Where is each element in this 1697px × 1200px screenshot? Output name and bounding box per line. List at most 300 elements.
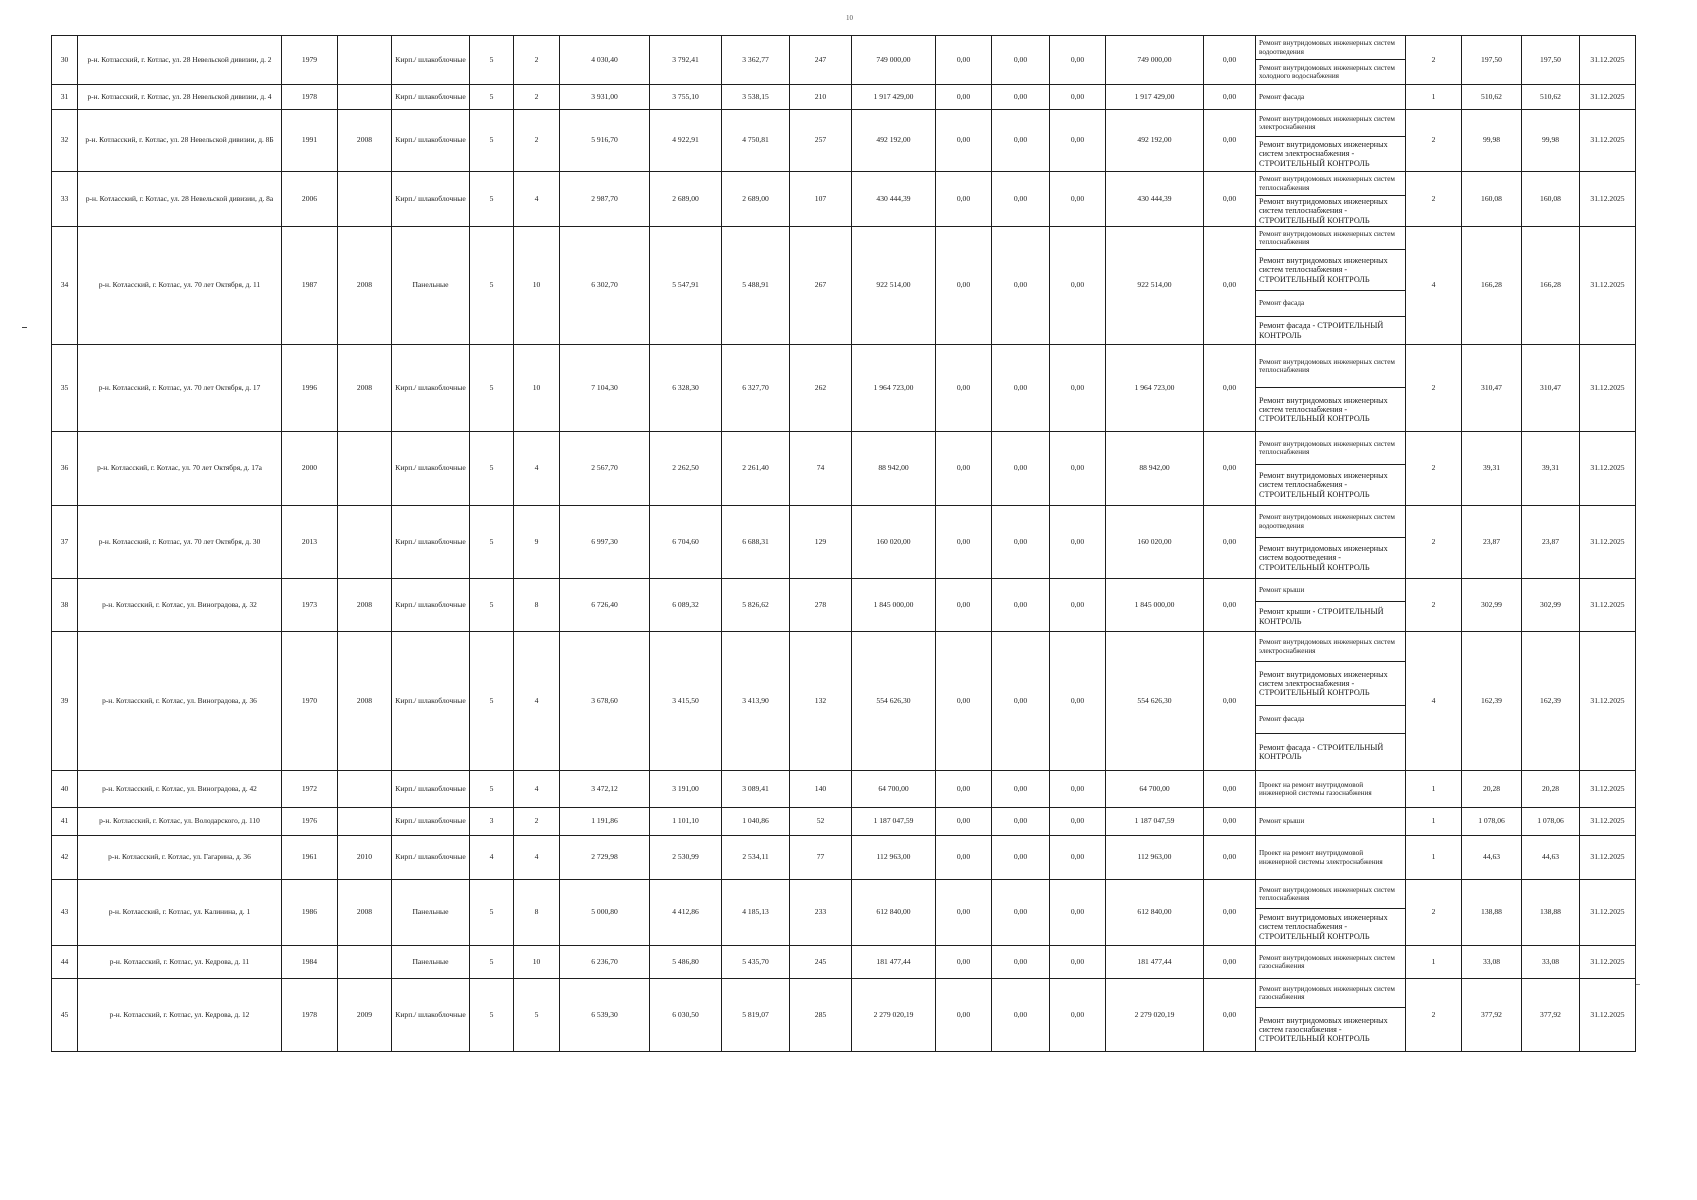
cell-area-living: 3 362,77 <box>722 36 790 85</box>
cell-works <box>1256 979 1406 1052</box>
cell-row-number: 44 <box>52 946 78 979</box>
table-row <box>52 632 1636 771</box>
table-row <box>52 836 1636 880</box>
cell-fund-regional: 0,00 <box>992 227 1050 345</box>
cell-max-cost: 310,47 <box>1522 345 1580 432</box>
cell-works <box>1256 85 1406 110</box>
cell-wall-material: Кирп./ шлакоблочные <box>392 85 470 110</box>
cell-wall-material: Кирп./ шлакоблочные <box>392 36 470 85</box>
cell-cost-total: 1 917 429,00 <box>852 85 936 110</box>
cell-area-premises: 4 412,86 <box>650 880 722 946</box>
cell-row-number: 32 <box>52 110 78 172</box>
cell-cost-total: 430 444,39 <box>852 172 936 227</box>
cell-fund-regional: 0,00 <box>992 579 1050 632</box>
cell-entrances: 9 <box>514 506 560 579</box>
cell-max-cost: 99,98 <box>1522 110 1580 172</box>
work-item: Ремонт внутридомовых инженерных систем водоотведения <box>1256 506 1405 538</box>
cell-cost-total: 1 845 000,00 <box>852 579 936 632</box>
table-row <box>52 946 1636 979</box>
work-item: Ремонт внутридомовых инженерных систем электроснабжения <box>1256 632 1405 662</box>
cell-row-number: 34 <box>52 227 78 345</box>
cell-floors: 5 <box>470 880 514 946</box>
cell-area-living: 2 534,11 <box>722 836 790 880</box>
cell-residents: 285 <box>790 979 852 1052</box>
cell-unit-cost: 302,99 <box>1462 579 1522 632</box>
cell-year-overhaul <box>338 506 392 579</box>
cell-deadline: 31.12.2025 <box>1580 110 1636 172</box>
cell-fund-federal: 0,00 <box>936 432 992 506</box>
cell-unit-cost: 23,87 <box>1462 506 1522 579</box>
cell-fund-regional: 0,00 <box>992 345 1050 432</box>
cell-fund-federal: 0,00 <box>936 506 992 579</box>
cell-year-overhaul <box>338 172 392 227</box>
cell-fund-local: 0,00 <box>1050 227 1106 345</box>
overhaul-register-table <box>51 35 1636 1052</box>
cell-works-count: 2 <box>1406 979 1462 1052</box>
work-item: Ремонт фасада <box>1256 706 1405 734</box>
cell-area-living: 4 185,13 <box>722 880 790 946</box>
cell-unit-cost: 166,28 <box>1462 227 1522 345</box>
cell-unit-cost: 20,28 <box>1462 771 1522 808</box>
work-item: Ремонт крыши - СТРОИТЕЛЬНЫЙ КОНТРОЛЬ <box>1259 607 1384 626</box>
cell-address: р-н. Котласский, г. Котлас, ул. 28 Невельской дивизии, д. 4 <box>78 85 282 110</box>
cell-floors: 5 <box>470 771 514 808</box>
work-item: Ремонт внутридомовых инженерных систем электроснабжения <box>1256 110 1405 137</box>
cell-wall-material: Панельные <box>392 946 470 979</box>
cell-works-count: 2 <box>1406 880 1462 946</box>
cell-fund-federal: 0,00 <box>936 36 992 85</box>
work-item: Ремонт фасада <box>1259 92 1305 101</box>
work-item: Проект на ремонт внутридомовой инженерной системы электроснабжения <box>1259 849 1383 866</box>
cell-residents: 210 <box>790 85 852 110</box>
cell-area-living: 1 040,86 <box>722 808 790 836</box>
table-body <box>52 36 1636 1052</box>
cell-wall-material: Кирп./ шлакоблочные <box>392 979 470 1052</box>
cell-cost-total: 112 963,00 <box>852 836 936 880</box>
cell-floors: 5 <box>470 946 514 979</box>
work-item: Ремонт внутридомовых инженерных систем теплоснабжения <box>1256 880 1405 909</box>
cell-works <box>1256 227 1406 345</box>
cell-works-count: 1 <box>1406 85 1462 110</box>
cell-fund-owners: 88 942,00 <box>1106 432 1204 506</box>
cell-area-living: 5 488,91 <box>722 227 790 345</box>
cell-fund-regional: 0,00 <box>992 979 1050 1052</box>
work-item: Ремонт внутридомовых инженерных систем теплоснабжения - СТРОИТЕЛЬНЫЙ КОНТРОЛЬ <box>1256 250 1405 291</box>
cell-floors: 5 <box>470 506 514 579</box>
cell-unit-cost: 138,88 <box>1462 880 1522 946</box>
cell-row-number: 43 <box>52 880 78 946</box>
cell-row-number: 42 <box>52 836 78 880</box>
cell-year-built: 2000 <box>282 432 338 506</box>
cell-area-living: 3 413,90 <box>722 632 790 771</box>
cell-area-total: 6 236,70 <box>560 946 650 979</box>
cell-year-overhaul: 2008 <box>338 579 392 632</box>
cell-works-count: 1 <box>1406 771 1462 808</box>
cell-entrances: 4 <box>514 771 560 808</box>
cell-deadline: 31.12.2025 <box>1580 808 1636 836</box>
cell-year-built: 1986 <box>282 880 338 946</box>
cell-fund-owners: 430 444,39 <box>1106 172 1204 227</box>
cell-cost-total: 1 187 047,59 <box>852 808 936 836</box>
cell-fund-local: 0,00 <box>1050 172 1106 227</box>
cell-floors: 5 <box>470 979 514 1052</box>
cell-address: р-н. Котласский, г. Котлас, ул. Гагарина, д. 36 <box>78 836 282 880</box>
cell-max-cost: 162,39 <box>1522 632 1580 771</box>
cell-fund-other: 0,00 <box>1204 85 1256 110</box>
cell-fund-local: 0,00 <box>1050 36 1106 85</box>
cell-area-premises: 6 328,30 <box>650 345 722 432</box>
cell-address: р-н. Котласский, г. Котлас, ул. 70 лет Октября, д. 30 <box>78 506 282 579</box>
margin-mark <box>22 327 27 328</box>
cell-works-count: 2 <box>1406 432 1462 506</box>
cell-address: р-н. Котласский, г. Котлас, ул. Виноградова, д. 32 <box>78 579 282 632</box>
cell-fund-regional: 0,00 <box>992 836 1050 880</box>
cell-fund-local: 0,00 <box>1050 979 1106 1052</box>
cell-works-count: 2 <box>1406 506 1462 579</box>
cell-deadline: 31.12.2025 <box>1580 771 1636 808</box>
cell-area-premises: 2 530,99 <box>650 836 722 880</box>
cell-floors: 5 <box>470 227 514 345</box>
cell-max-cost: 23,87 <box>1522 506 1580 579</box>
cell-fund-owners: 1 845 000,00 <box>1106 579 1204 632</box>
cell-area-premises: 3 792,41 <box>650 36 722 85</box>
cell-row-number: 35 <box>52 345 78 432</box>
work-item: Ремонт внутридомовых инженерных систем водоотведения - СТРОИТЕЛЬНЫЙ КОНТРОЛЬ <box>1259 544 1388 572</box>
table-row <box>52 432 1636 506</box>
cell-area-total: 2 567,70 <box>560 432 650 506</box>
cell-deadline: 31.12.2025 <box>1580 579 1636 632</box>
cell-fund-other: 0,00 <box>1204 506 1256 579</box>
cell-year-overhaul <box>338 85 392 110</box>
cell-entrances: 2 <box>514 808 560 836</box>
cell-year-overhaul: 2008 <box>338 632 392 771</box>
cell-fund-owners: 492 192,00 <box>1106 110 1204 172</box>
cell-unit-cost: 33,08 <box>1462 946 1522 979</box>
cell-cost-total: 88 942,00 <box>852 432 936 506</box>
margin-tick <box>1636 984 1640 985</box>
cell-entrances: 4 <box>514 432 560 506</box>
cell-year-built: 1984 <box>282 946 338 979</box>
cell-fund-other: 0,00 <box>1204 432 1256 506</box>
cell-max-cost: 39,31 <box>1522 432 1580 506</box>
cell-fund-owners: 1 964 723,00 <box>1106 345 1204 432</box>
cell-fund-local: 0,00 <box>1050 771 1106 808</box>
cell-fund-regional: 0,00 <box>992 172 1050 227</box>
cell-works <box>1256 579 1406 632</box>
work-item: Ремонт крыши <box>1259 817 1305 826</box>
cell-area-premises: 2 262,50 <box>650 432 722 506</box>
cell-area-premises: 5 486,80 <box>650 946 722 979</box>
cell-fund-local: 0,00 <box>1050 506 1106 579</box>
cell-fund-owners: 1 917 429,00 <box>1106 85 1204 110</box>
cell-wall-material: Кирп./ шлакоблочные <box>392 432 470 506</box>
cell-year-overhaul: 2008 <box>338 227 392 345</box>
cell-year-built: 1978 <box>282 979 338 1052</box>
work-item: Ремонт внутридомовых инженерных систем теплоснабжения - СТРОИТЕЛЬНЫЙ КОНТРОЛЬ <box>1259 471 1388 499</box>
cell-deadline: 31.12.2025 <box>1580 172 1636 227</box>
cell-fund-federal: 0,00 <box>936 632 992 771</box>
cell-wall-material: Кирп./ шлакоблочные <box>392 345 470 432</box>
cell-max-cost: 138,88 <box>1522 880 1580 946</box>
cell-works-count: 1 <box>1406 808 1462 836</box>
cell-wall-material: Панельные <box>392 880 470 946</box>
cell-floors: 5 <box>470 36 514 85</box>
cell-fund-local: 0,00 <box>1050 432 1106 506</box>
cell-cost-total: 554 626,30 <box>852 632 936 771</box>
cell-cost-total: 492 192,00 <box>852 110 936 172</box>
cell-residents: 278 <box>790 579 852 632</box>
cell-residents: 267 <box>790 227 852 345</box>
cell-works <box>1256 345 1406 432</box>
cell-area-total: 3 472,12 <box>560 771 650 808</box>
cell-fund-other: 0,00 <box>1204 771 1256 808</box>
cell-works-count: 4 <box>1406 632 1462 771</box>
cell-fund-regional: 0,00 <box>992 110 1050 172</box>
table-row <box>52 506 1636 579</box>
cell-fund-other: 0,00 <box>1204 836 1256 880</box>
cell-entrances: 2 <box>514 110 560 172</box>
cell-works <box>1256 836 1406 880</box>
cell-deadline: 31.12.2025 <box>1580 227 1636 345</box>
cell-year-overhaul: 2010 <box>338 836 392 880</box>
cell-residents: 129 <box>790 506 852 579</box>
cell-wall-material: Кирп./ шлакоблочные <box>392 506 470 579</box>
cell-max-cost: 510,62 <box>1522 85 1580 110</box>
work-item: Ремонт фасада - СТРОИТЕЛЬНЫЙ КОНТРОЛЬ <box>1259 742 1384 761</box>
table-row <box>52 979 1636 1052</box>
cell-fund-other: 0,00 <box>1204 110 1256 172</box>
cell-floors: 5 <box>470 579 514 632</box>
cell-address: р-н. Котласский, г. Котлас, ул. Кедрова, д. 12 <box>78 979 282 1052</box>
cell-address: р-н. Котласский, г. Котлас, ул. Володарского, д. 110 <box>78 808 282 836</box>
cell-fund-owners: 922 514,00 <box>1106 227 1204 345</box>
cell-residents: 132 <box>790 632 852 771</box>
cell-row-number: 45 <box>52 979 78 1052</box>
cell-entrances: 8 <box>514 880 560 946</box>
cell-fund-regional: 0,00 <box>992 36 1050 85</box>
cell-floors: 5 <box>470 345 514 432</box>
cell-address: р-н. Котласский, г. Котлас, ул. 28 Невельской дивизии, д. 8Б <box>78 110 282 172</box>
cell-row-number: 38 <box>52 579 78 632</box>
cell-row-number: 33 <box>52 172 78 227</box>
cell-floors: 5 <box>470 432 514 506</box>
cell-fund-regional: 0,00 <box>992 808 1050 836</box>
cell-fund-other: 0,00 <box>1204 946 1256 979</box>
cell-works <box>1256 506 1406 579</box>
cell-works <box>1256 110 1406 172</box>
cell-residents: 262 <box>790 345 852 432</box>
cell-fund-other: 0,00 <box>1204 227 1256 345</box>
cell-floors: 4 <box>470 836 514 880</box>
cell-fund-other: 0,00 <box>1204 880 1256 946</box>
cell-fund-owners: 1 187 047,59 <box>1106 808 1204 836</box>
cell-unit-cost: 99,98 <box>1462 110 1522 172</box>
cell-deadline: 31.12.2025 <box>1580 432 1636 506</box>
cell-address: р-н. Котласский, г. Котлас, ул. 70 лет Октября, д. 11 <box>78 227 282 345</box>
cell-works-count: 2 <box>1406 110 1462 172</box>
table-row <box>52 36 1636 85</box>
cell-area-total: 5 916,70 <box>560 110 650 172</box>
cell-unit-cost: 377,92 <box>1462 979 1522 1052</box>
table-row <box>52 345 1636 432</box>
cell-max-cost: 1 078,06 <box>1522 808 1580 836</box>
cell-area-living: 5 826,62 <box>722 579 790 632</box>
cell-year-overhaul <box>338 36 392 85</box>
cell-fund-other: 0,00 <box>1204 172 1256 227</box>
cell-year-overhaul <box>338 946 392 979</box>
table-row <box>52 579 1636 632</box>
cell-cost-total: 160 020,00 <box>852 506 936 579</box>
cell-fund-local: 0,00 <box>1050 110 1106 172</box>
cell-fund-owners: 2 279 020,19 <box>1106 979 1204 1052</box>
cell-address: р-н. Котласский, г. Котлас, ул. Виноградова, д. 36 <box>78 632 282 771</box>
table-row <box>52 808 1636 836</box>
cell-area-premises: 6 089,32 <box>650 579 722 632</box>
cell-entrances: 2 <box>514 36 560 85</box>
cell-cost-total: 612 840,00 <box>852 880 936 946</box>
table-row <box>52 85 1636 110</box>
cell-area-living: 6 327,70 <box>722 345 790 432</box>
cell-fund-regional: 0,00 <box>992 946 1050 979</box>
cell-address: р-н. Котласский, г. Котлас, ул. Калинина, д. 1 <box>78 880 282 946</box>
work-item: Ремонт внутридомовых инженерных систем водоотведения <box>1256 36 1405 60</box>
cell-residents: 107 <box>790 172 852 227</box>
cell-address: р-н. Котласский, г. Котлас, ул. Виноградова, д. 42 <box>78 771 282 808</box>
cell-residents: 233 <box>790 880 852 946</box>
cell-year-built: 1996 <box>282 345 338 432</box>
cell-row-number: 30 <box>52 36 78 85</box>
cell-fund-local: 0,00 <box>1050 946 1106 979</box>
cell-residents: 52 <box>790 808 852 836</box>
cell-entrances: 10 <box>514 345 560 432</box>
cell-fund-federal: 0,00 <box>936 771 992 808</box>
cell-area-living: 3 089,41 <box>722 771 790 808</box>
cell-year-built: 1970 <box>282 632 338 771</box>
work-item: Ремонт фасада <box>1256 291 1405 317</box>
work-item: Проект на ремонт внутридомовой инженерной системы газоснабжения <box>1259 780 1372 797</box>
cell-row-number: 36 <box>52 432 78 506</box>
cell-wall-material: Кирп./ шлакоблочные <box>392 110 470 172</box>
cell-max-cost: 302,99 <box>1522 579 1580 632</box>
cell-fund-local: 0,00 <box>1050 632 1106 771</box>
cell-wall-material: Кирп./ шлакоблочные <box>392 771 470 808</box>
cell-residents: 245 <box>790 946 852 979</box>
cell-cost-total: 749 000,00 <box>852 36 936 85</box>
cell-max-cost: 377,92 <box>1522 979 1580 1052</box>
cell-area-premises: 3 415,50 <box>650 632 722 771</box>
cell-year-built: 1991 <box>282 110 338 172</box>
cell-fund-owners: 112 963,00 <box>1106 836 1204 880</box>
cell-area-premises: 2 689,00 <box>650 172 722 227</box>
cell-fund-federal: 0,00 <box>936 808 992 836</box>
cell-area-total: 6 539,30 <box>560 979 650 1052</box>
table-row <box>52 880 1636 946</box>
cell-wall-material: Кирп./ шлакоблочные <box>392 579 470 632</box>
cell-area-total: 6 302,70 <box>560 227 650 345</box>
work-item: Ремонт внутридомовых инженерных систем электроснабжения - СТРОИТЕЛЬНЫЙ КОНТРОЛЬ <box>1259 140 1388 168</box>
cell-works <box>1256 771 1406 808</box>
cell-fund-other: 0,00 <box>1204 579 1256 632</box>
cell-fund-federal: 0,00 <box>936 979 992 1052</box>
work-item: Ремонт внутридомовых инженерных систем теплоснабжения <box>1256 227 1405 250</box>
cell-area-living: 4 750,81 <box>722 110 790 172</box>
cell-year-built: 1961 <box>282 836 338 880</box>
cell-works <box>1256 432 1406 506</box>
cell-area-living: 2 261,40 <box>722 432 790 506</box>
cell-fund-federal: 0,00 <box>936 345 992 432</box>
cell-max-cost: 166,28 <box>1522 227 1580 345</box>
cell-entrances: 4 <box>514 836 560 880</box>
cell-works-count: 2 <box>1406 172 1462 227</box>
table-row <box>52 227 1636 345</box>
cell-year-overhaul: 2008 <box>338 110 392 172</box>
cell-wall-material: Панельные <box>392 227 470 345</box>
table-row <box>52 110 1636 172</box>
work-item: Ремонт внутридомовых инженерных систем холодного водоснабжения <box>1259 63 1395 80</box>
cell-row-number: 40 <box>52 771 78 808</box>
cell-year-built: 1987 <box>282 227 338 345</box>
cell-year-overhaul: 2009 <box>338 979 392 1052</box>
cell-fund-federal: 0,00 <box>936 880 992 946</box>
work-item: Ремонт внутридомовых инженерных систем теплоснабжения <box>1256 432 1405 465</box>
cell-max-cost: 20,28 <box>1522 771 1580 808</box>
cell-area-living: 2 689,00 <box>722 172 790 227</box>
work-item: Ремонт фасада - СТРОИТЕЛЬНЫЙ КОНТРОЛЬ <box>1259 321 1384 340</box>
cell-fund-regional: 0,00 <box>992 880 1050 946</box>
cell-wall-material: Кирп./ шлакоблочные <box>392 808 470 836</box>
cell-max-cost: 44,63 <box>1522 836 1580 880</box>
work-item: Ремонт внутридомовых инженерных систем теплоснабжения - СТРОИТЕЛЬНЫЙ КОНТРОЛЬ <box>1259 395 1388 424</box>
cell-residents: 77 <box>790 836 852 880</box>
cell-area-total: 7 104,30 <box>560 345 650 432</box>
cell-works <box>1256 172 1406 227</box>
cell-area-premises: 3 755,10 <box>650 85 722 110</box>
cell-wall-material: Кирп./ шлакоблочные <box>392 172 470 227</box>
work-item: Ремонт внутридомовых инженерных систем теплоснабжения <box>1256 172 1405 196</box>
cell-unit-cost: 162,39 <box>1462 632 1522 771</box>
cell-area-premises: 6 030,50 <box>650 979 722 1052</box>
cell-unit-cost: 510,62 <box>1462 85 1522 110</box>
cell-residents: 247 <box>790 36 852 85</box>
cell-entrances: 2 <box>514 85 560 110</box>
work-item: Ремонт внутридомовых инженерных систем газоснабжения <box>1256 979 1405 1008</box>
cell-area-total: 6 997,30 <box>560 506 650 579</box>
cell-area-living: 3 538,15 <box>722 85 790 110</box>
cell-wall-material: Кирп./ шлакоблочные <box>392 836 470 880</box>
cell-floors: 5 <box>470 172 514 227</box>
cell-area-living: 6 688,31 <box>722 506 790 579</box>
cell-fund-other: 0,00 <box>1204 36 1256 85</box>
cell-fund-local: 0,00 <box>1050 85 1106 110</box>
cell-fund-federal: 0,00 <box>936 227 992 345</box>
work-item: Ремонт внутридомовых инженерных систем газоснабжения <box>1259 953 1395 970</box>
cell-works-count: 2 <box>1406 579 1462 632</box>
cell-max-cost: 33,08 <box>1522 946 1580 979</box>
cell-residents: 257 <box>790 110 852 172</box>
page-number: 10 <box>846 14 853 22</box>
cell-works-count: 2 <box>1406 36 1462 85</box>
cell-fund-other: 0,00 <box>1204 345 1256 432</box>
cell-unit-cost: 197,50 <box>1462 36 1522 85</box>
cell-fund-other: 0,00 <box>1204 808 1256 836</box>
cell-cost-total: 2 279 020,19 <box>852 979 936 1052</box>
cell-fund-local: 0,00 <box>1050 880 1106 946</box>
cell-floors: 5 <box>470 85 514 110</box>
cell-area-premises: 1 101,10 <box>650 808 722 836</box>
cell-address: р-н. Котласский, г. Котлас, ул. 70 лет Октября, д. 17а <box>78 432 282 506</box>
cell-area-premises: 6 704,60 <box>650 506 722 579</box>
cell-cost-total: 64 700,00 <box>852 771 936 808</box>
